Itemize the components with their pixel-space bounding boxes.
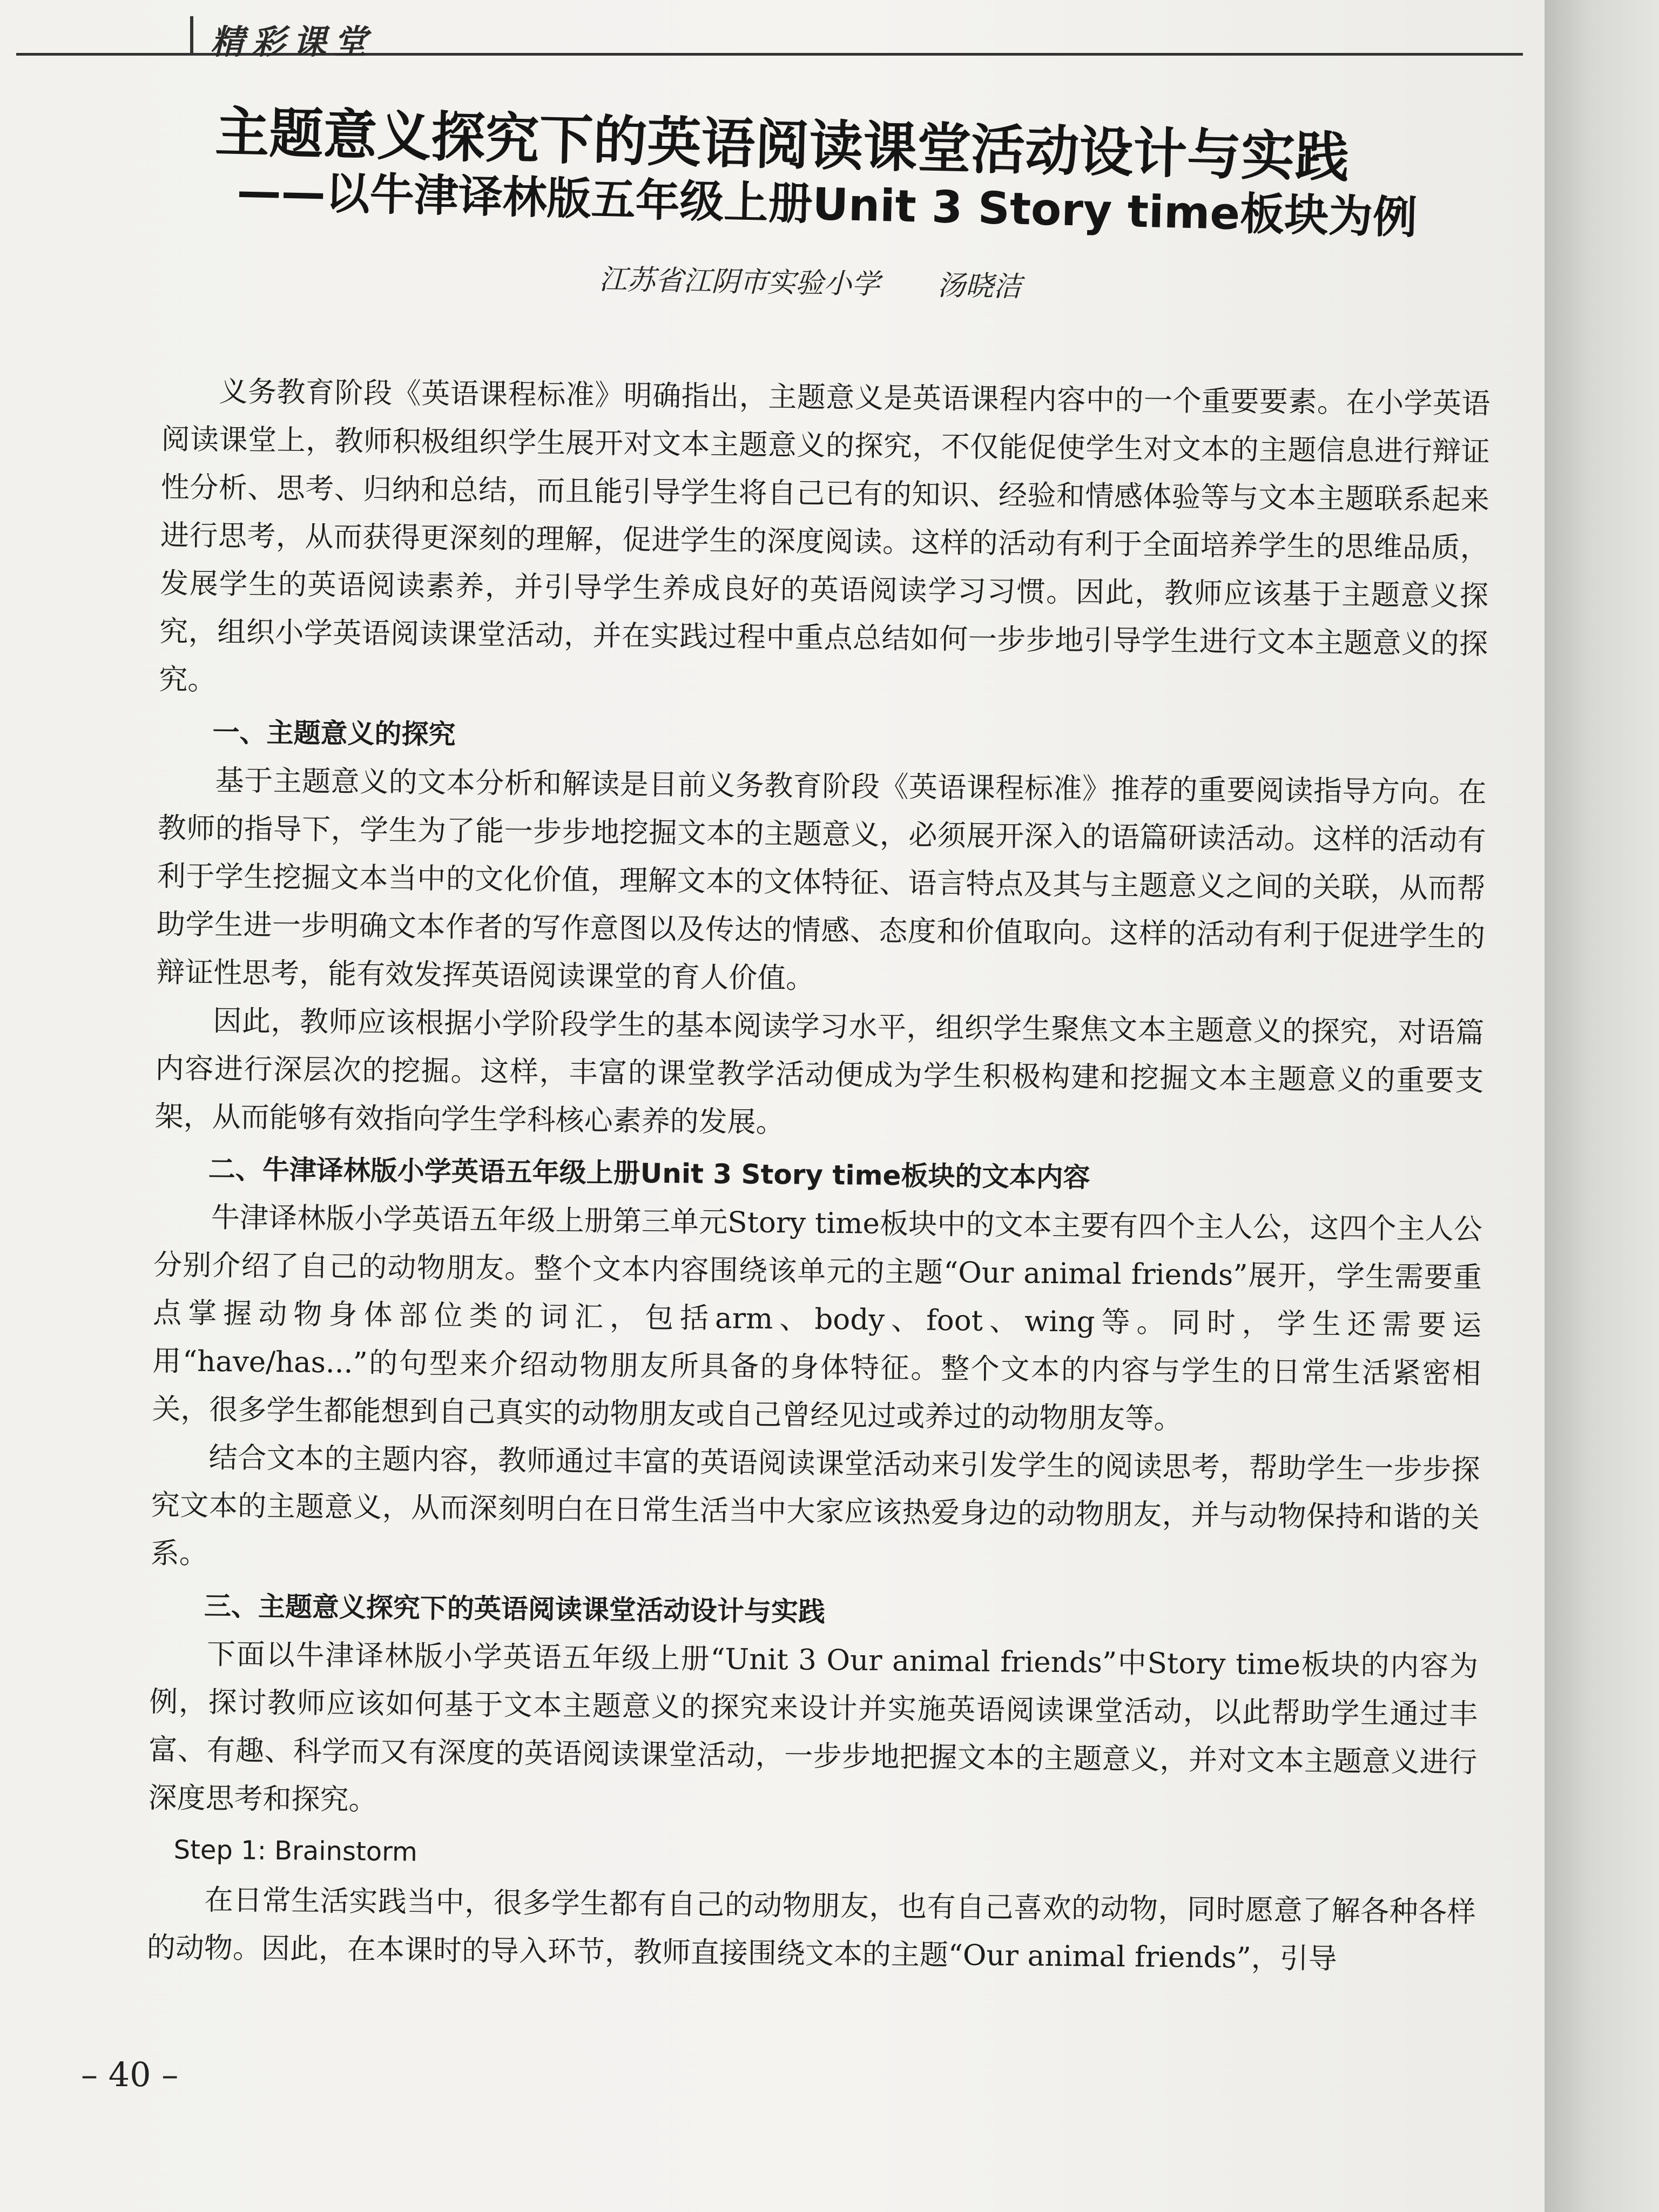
header-divider-tick <box>190 16 193 54</box>
author-affiliation: 江苏省江阴市实验小学 <box>598 263 880 301</box>
intro-paragraph: 义务教育阶段《英语课程标准》明确指出，主题意义是英语课程内容中的一个重要要素。在小学英语阅读课堂上，教师积极组织学生展开对文本主题意义的探究，不仅能促使学生对文本的主题信息进行辩证性分析、思考、归纳和总结，而且能引导学生将自己已有的知识、经验和情感体验等与文本主题联系起来进行思考，从而获得更深刻的理解，促进学生的深度阅读。这样的活动有利于全面培养学生的思维品质，发展学生的英语阅读素养，并引导学生养成良好的英语阅读学习习惯。因此，教师应该基于主题意义探究，组织小学英语阅读课堂活动，并在实践过程中重点总结如何一步步地引导学生进行文本主题意义的探究。 <box>159 375 1491 697</box>
byline <box>599 257 1022 305</box>
section-1-heading: 一、主题意义的探究 <box>212 716 456 751</box>
page-number: – 40 – <box>81 2055 179 2094</box>
author-name: 汤晓洁 <box>937 269 1022 304</box>
section-3-heading: 三、主题意义探究下的英语阅读课堂活动设计与实践 <box>204 1590 826 1628</box>
section-label: 精彩课堂 <box>211 22 375 62</box>
step-1-label: Step 1: Brainstorm <box>173 1835 418 1867</box>
section-2-heading: 二、牛津译林版小学英语五年级上册Unit 3 Story time板块的文本内容 <box>208 1153 1090 1193</box>
page-edge-shadow <box>1545 0 1659 2212</box>
step-1-paragraph: 在日常生活实践当中，很多学生都有自己的动物朋友，也有自己喜欢的动物，同时愿意了解各种各样的动物。因此，在本课时的导入环节，教师直接围绕文本的主题“Our animal friends”，引导 <box>146 1883 1476 1976</box>
section-1-paragraph-2: 因此，教师应该根据小学阶段学生的基本阅读学习水平，组织学生聚焦文本主题意义的探究，对语篇内容进行深层次的挖掘。这样，丰富的课堂教学活动便成为学生积极构建和挖掘文本主题意义的重要支架，从而能够有效指向学生学科核心素养的发展。 <box>154 1004 1485 1139</box>
article-title: 主题意义探究下的英语阅读课堂活动设计与实践 <box>214 100 1350 190</box>
article-subtitle: ——以牛津译林版五年级上册Unit 3 Story time板块为例 <box>236 165 1418 244</box>
section-2-paragraph-2: 结合文本的主题内容，教师通过丰富的英语阅读课堂活动来引发学生的阅读思考，帮助学生一步步探究文本的主题意义，从而深刻明白在日常生活当中大家应该热爱身边的动物朋友，并与动物保持和谐的关系。 <box>150 1441 1480 1570</box>
section-1-paragraph-1: 基于主题意义的文本分析和解读是目前义务教育阶段《英语课程标准》推荐的重要阅读指导方向。在教师的指导下，学生为了能一步步地挖掘文本的主题意义，必须展开深入的语篇研读活动。这样的活动有利于学生挖掘文本当中的文化价值，理解文本的文体特征、语言特点及其与主题意义之间的关联，从而帮助学生进一步明确文本作者的写作意图以及传达的情感、态度和价值取向。这样的活动有利于促进学生的辩证性思考，能有效发挥英语阅读课堂的育人价值。 <box>156 764 1487 995</box>
section-2-paragraph-1: 牛津译林版小学英语五年级上册第三单元Story time板块中的文本主要有四个主人公，这四个主人公分别介绍了自己的动物朋友。整个文本内容围绕该单元的主题“Our animal friends”展开，学生需要重点掌握动物身体部位类的词汇，包括arm、body、foot、wing等。同时，学生还需要运用“have/has...”的句型来介绍动物朋友所具备的身体特征。整个文本的内容与学生的日常生活紧密相关，很多学生都能想到自己真实的动物朋友或自己曾经见过或养过的动物朋友等。 <box>152 1201 1483 1436</box>
article-body <box>146 367 1490 1984</box>
section-3-paragraph-1: 下面以牛津译林版小学英语五年级上册“Unit 3 Our animal friends”中Story time板块的内容为例，探讨教师应该如何基于文本主题意义的探究来设计并实施英语阅读课堂活动，以此帮助学生通过丰富、有趣、科学而又有深度的英语阅读课堂活动，一步步地把握文本的主题意义，并对文本主题意义进行深度思考和探究。 <box>148 1637 1479 1817</box>
